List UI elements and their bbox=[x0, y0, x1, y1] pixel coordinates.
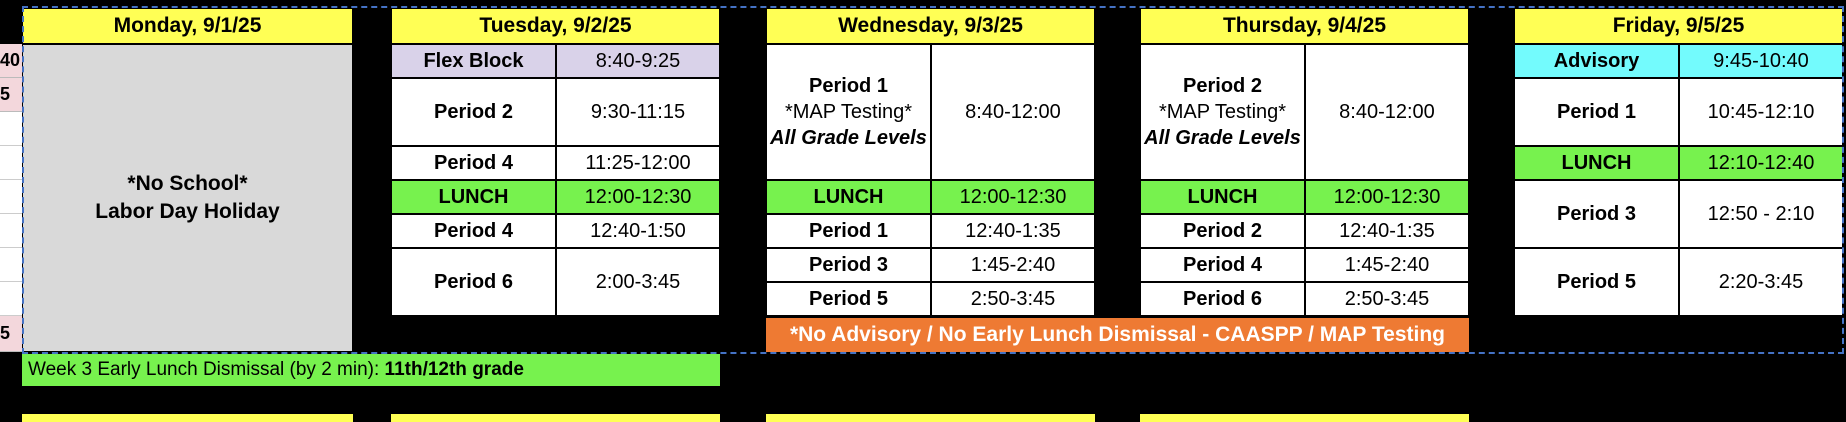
testing-period-cell bbox=[766, 44, 931, 180]
period-name: Period 2 bbox=[391, 78, 556, 146]
lunch-label: LUNCH bbox=[391, 180, 556, 214]
day-header-monday: Monday, 9/1/25 bbox=[22, 8, 353, 44]
next-week-header-strip bbox=[391, 414, 720, 422]
period-name: Period 2 bbox=[1140, 214, 1305, 248]
period-name: Period 3 bbox=[1514, 180, 1679, 248]
lunch-label: LUNCH bbox=[1514, 146, 1679, 180]
testing-grades: All Grade Levels bbox=[1144, 127, 1301, 149]
period-time: 1:45-2:40 bbox=[931, 248, 1095, 282]
row-edge-cell bbox=[0, 146, 22, 180]
period-time: 10:45-12:10 bbox=[1679, 78, 1843, 146]
period-name: Period 5 bbox=[1514, 248, 1679, 316]
period-name: Period 1 bbox=[1514, 78, 1679, 146]
period-name: Advisory bbox=[1514, 44, 1679, 78]
lunch-label: LUNCH bbox=[766, 180, 931, 214]
period-time: 9:45-10:40 bbox=[1679, 44, 1843, 78]
testing-period-cell bbox=[1140, 44, 1305, 180]
holiday-cell bbox=[22, 44, 353, 352]
period-time: 12:40-1:35 bbox=[1305, 214, 1469, 248]
testing-time: 8:40-12:00 bbox=[1305, 44, 1469, 180]
period-name: Flex Block bbox=[391, 44, 556, 78]
day-header-friday: Friday, 9/5/25 bbox=[1514, 8, 1843, 44]
testing-note: *MAP Testing* bbox=[784, 101, 913, 123]
row-edge-cell bbox=[0, 180, 22, 214]
row-edge-cell bbox=[0, 78, 22, 112]
testing-period-name: Period 2 bbox=[1183, 75, 1262, 97]
row-edge-cell bbox=[0, 316, 22, 352]
period-time: 9:30-11:15 bbox=[556, 78, 720, 146]
period-time: 2:00-3:45 bbox=[556, 248, 720, 316]
holiday-name: Labor Day Holiday bbox=[95, 200, 280, 223]
row-edge-cell bbox=[0, 44, 22, 78]
holiday-title: *No School* bbox=[127, 171, 248, 195]
next-week-header-strip bbox=[22, 414, 353, 422]
next-week-header-strip bbox=[766, 414, 1095, 422]
row-edge-cell bbox=[0, 214, 22, 248]
period-name: Period 1 bbox=[766, 214, 931, 248]
period-time: 12:40-1:35 bbox=[931, 214, 1095, 248]
early-dismissal-prefix: Week 3 Early Lunch Dismissal (by 2 min): bbox=[28, 359, 385, 380]
period-name: Period 6 bbox=[391, 248, 556, 316]
day-header-wednesday: Wednesday, 9/3/25 bbox=[766, 8, 1095, 44]
period-time: 12:50 - 2:10 bbox=[1679, 180, 1843, 248]
early-dismissal-note bbox=[22, 354, 720, 386]
period-time: 11:25-12:00 bbox=[556, 146, 720, 180]
lunch-time: 12:00-12:30 bbox=[1305, 180, 1469, 214]
testing-grades: All Grade Levels bbox=[770, 127, 927, 149]
row-edge-cell bbox=[0, 112, 22, 146]
testing-period-name: Period 1 bbox=[809, 75, 888, 97]
testing-time: 8:40-12:00 bbox=[931, 44, 1095, 180]
day-header-tuesday: Tuesday, 9/2/25 bbox=[391, 8, 720, 44]
period-name: Period 4 bbox=[391, 146, 556, 180]
period-name: Period 3 bbox=[766, 248, 931, 282]
lunch-time: 12:00-12:30 bbox=[931, 180, 1095, 214]
period-time: 2:50-3:45 bbox=[1305, 282, 1469, 316]
testing-note: *MAP Testing* bbox=[1158, 101, 1287, 123]
period-time: 1:45-2:40 bbox=[1305, 248, 1469, 282]
period-name: Period 4 bbox=[1140, 248, 1305, 282]
row-edge-label: 5 bbox=[0, 323, 11, 343]
lunch-time: 12:10-12:40 bbox=[1679, 146, 1843, 180]
period-time: 2:50-3:45 bbox=[931, 282, 1095, 316]
period-time: 2:20-3:45 bbox=[1679, 248, 1843, 316]
lunch-time: 12:00-12:30 bbox=[556, 180, 720, 214]
row-edge-label: 40 bbox=[0, 50, 21, 70]
lunch-label: LUNCH bbox=[1140, 180, 1305, 214]
row-edge-label: 5 bbox=[0, 84, 11, 104]
day-header-thursday: Thursday, 9/4/25 bbox=[1140, 8, 1469, 44]
row-edge-cell bbox=[0, 282, 22, 316]
period-time: 8:40-9:25 bbox=[556, 44, 720, 78]
testing-banner: *No Advisory / No Early Lunch Dismissal - CAASPP / MAP Testing bbox=[766, 318, 1469, 352]
row-edge-cell bbox=[0, 248, 22, 282]
period-name: Period 4 bbox=[391, 214, 556, 248]
period-time: 12:40-1:50 bbox=[556, 214, 720, 248]
next-week-header-strip bbox=[1140, 414, 1469, 422]
early-dismissal-grades: 11th/12th grade bbox=[384, 359, 524, 380]
period-name: Period 5 bbox=[766, 282, 931, 316]
period-name: Period 6 bbox=[1140, 282, 1305, 316]
